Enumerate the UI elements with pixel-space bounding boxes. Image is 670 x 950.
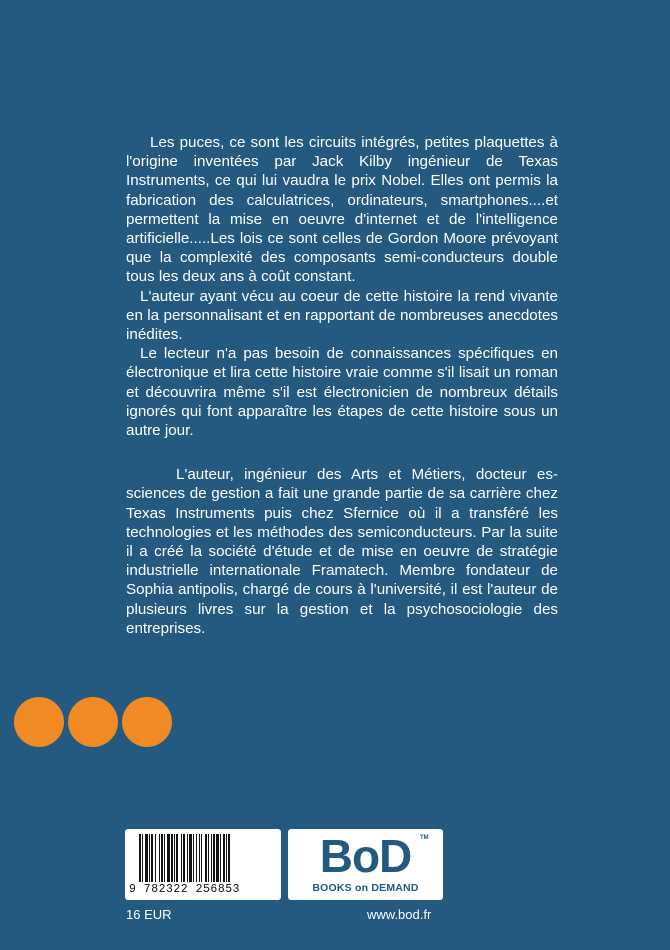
blurb-paragraph-3: Le lecteur n'a pas besoin de connaissances spécifiques en électronique et lira cette histoire vraie comme s'il lisait un roman et découvrira même s'il est électronicien de nombreux détails ignorés qui font apparaître les étapes de cette histoire sous un autre jour. [126,345,558,440]
isbn-number: 9 782322 256853 [129,883,241,896]
price: 16 EUR [126,907,172,922]
orange-dot-icon [14,697,64,747]
publisher-logo [288,829,443,900]
back-cover-blurb [126,133,558,638]
publisher-website: www.bod.fr [367,907,432,922]
barcode [125,829,281,900]
author-bio: L'auteur, ingénieur des Arts et Métiers, docteur es-sciences de gestion a fait une grande partie de sa carrière chez Texas Instruments puis chez Sfernice où il a transféré les technologies et les méthodes des semiconducteurs. Par la suite il a créé la société d'étude et de mise en oeuvre de stratégie industrielle internationale Framatech. Membre fondateur de Sophia antipolis, chargé de cours à l'université, il est l'auteur de plusieurs livres sur la gestion et la psychosociologie des entreprises. [126,466,558,637]
publisher-tagline: BOOKS on DEMAND [312,882,419,894]
barcode-icon [139,834,269,882]
bod-logo-text: BoD [319,830,412,882]
trademark-mark: TM [420,835,429,841]
decorative-dots [14,697,172,747]
orange-dot-icon [122,697,172,747]
blurb-paragraph-1: Les puces, ce sont les circuits intégrés, petites plaquettes à l'origine inventées par Jack Kilby ingénieur de Texas Instruments, ce qui lui vaudra le prix Nobel. Elles ont permis la fabrication des calculatrices, ordinateurs, smartphones....et permettent la mise en oeuvre d'internet et de l'intelligence artificielle.....Les lois ce sont celles de Gordon Moore prévoyant que la complexité des composants semi-conducteurs double tous les deux ans à coût constant. [126,134,558,286]
blurb-paragraph-2: L'auteur ayant vécu au coeur de cette histoire la rend vivante en la personnalisant et en rapportant de nombreuses anecdotes inédites. [126,287,558,344]
orange-dot-icon [68,697,118,747]
